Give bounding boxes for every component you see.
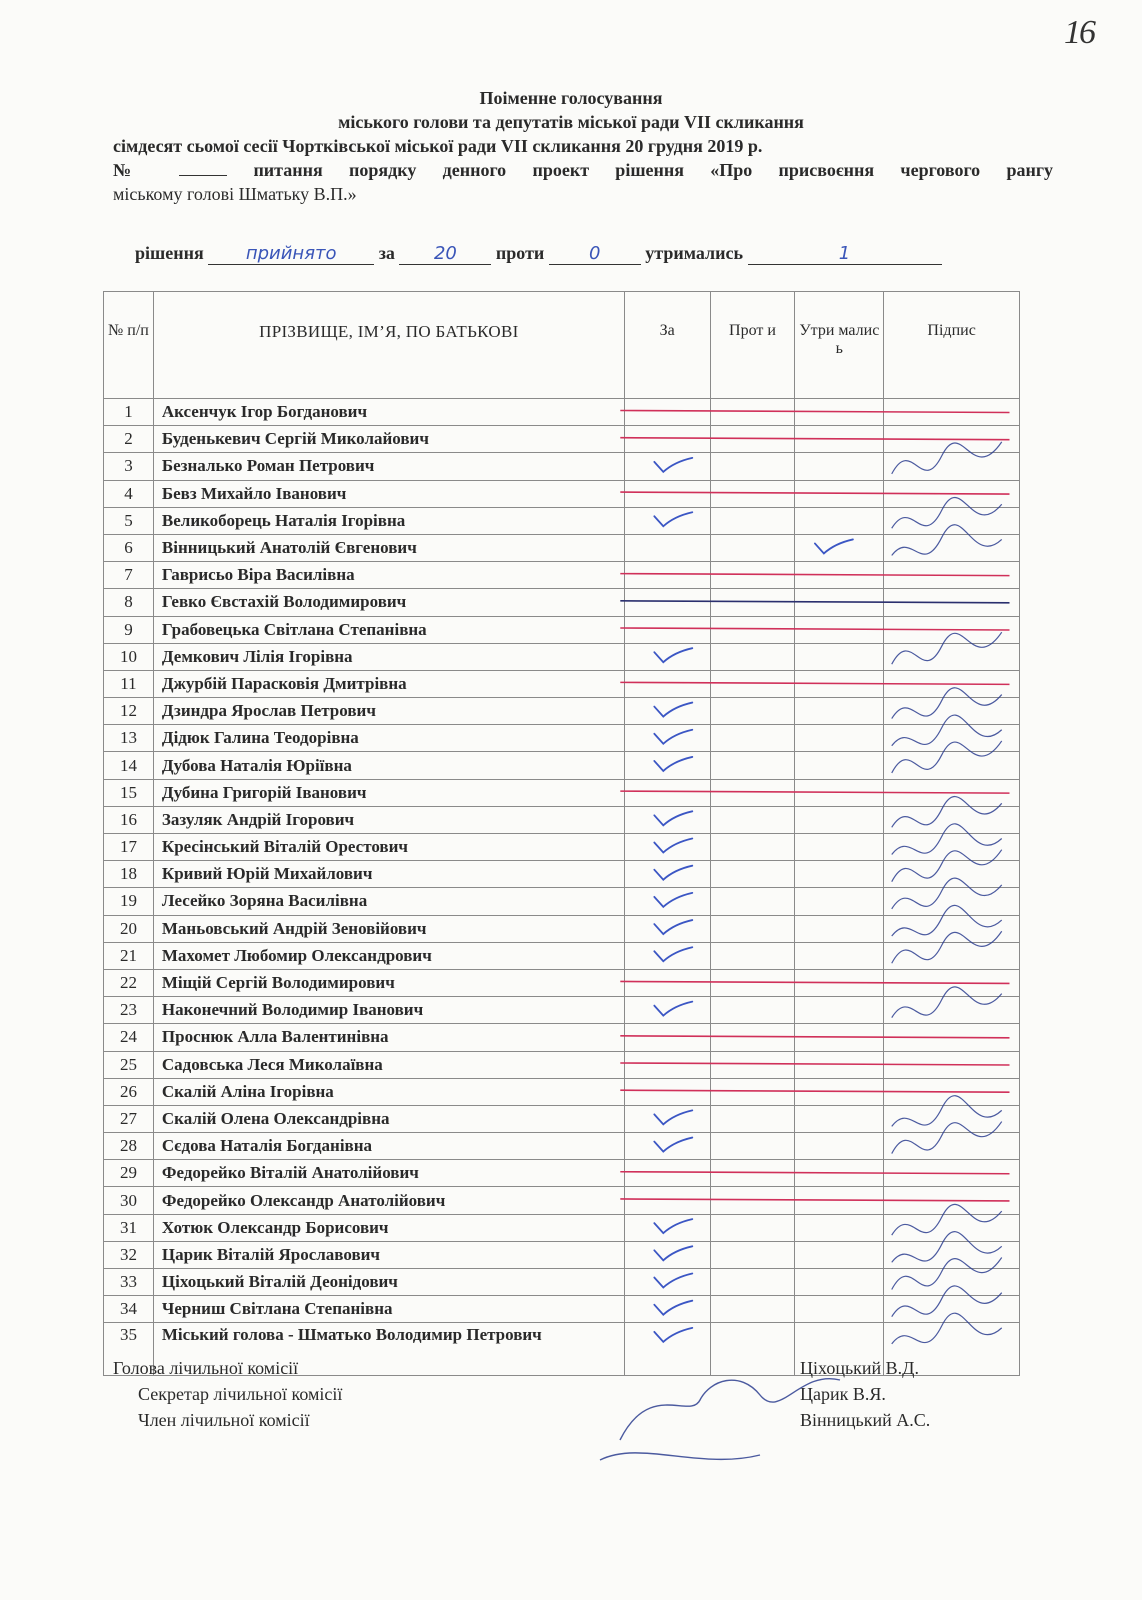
signature-cell	[884, 888, 1020, 915]
member-name: Федорейко Віталій Анатолійович	[153, 1160, 624, 1187]
vote-za-cell	[624, 1214, 710, 1241]
signature-cell	[884, 1078, 1020, 1105]
vote-proty-cell	[710, 616, 795, 643]
vote-za-cell	[624, 1296, 710, 1323]
member-name: Черниш Світлана Степанівна	[153, 1296, 624, 1323]
vote-proty-cell	[710, 997, 795, 1024]
signature-cell	[884, 997, 1020, 1024]
table-row	[104, 834, 1020, 861]
vote-utrym-cell	[795, 861, 884, 888]
vote-za-cell	[624, 1323, 710, 1376]
row-number: 1	[104, 399, 154, 426]
vote-za-cell	[624, 670, 710, 697]
row-number: 10	[104, 643, 154, 670]
table-row	[104, 861, 1020, 888]
vote-za-cell	[624, 643, 710, 670]
member-name: Кривий Юрій Михайлович	[153, 861, 624, 888]
member-name: Великоборець Наталія Ігорівна	[153, 507, 624, 534]
table-row	[104, 752, 1020, 779]
row-number: 15	[104, 779, 154, 806]
row-number: 21	[104, 942, 154, 969]
row-number: 32	[104, 1241, 154, 1268]
vote-utrym-cell	[795, 888, 884, 915]
row-number: 17	[104, 834, 154, 861]
row-number: 14	[104, 752, 154, 779]
vote-utrym-cell	[795, 534, 884, 561]
vote-proty-cell	[710, 942, 795, 969]
row-number: 9	[104, 616, 154, 643]
vote-za-cell	[624, 1160, 710, 1187]
vote-proty-cell	[710, 1105, 795, 1132]
table-row	[104, 426, 1020, 453]
vote-za-cell	[624, 1105, 710, 1132]
table-row	[104, 725, 1020, 752]
vote-proty-cell	[710, 752, 795, 779]
vote-utrym-cell	[795, 426, 884, 453]
member-name: Міський голова - Шматько Володимир Петрович	[153, 1323, 624, 1376]
table-row	[104, 1214, 1020, 1241]
table-row	[104, 1160, 1020, 1187]
vote-utrym-cell	[795, 779, 884, 806]
vote-utrym-cell	[795, 969, 884, 996]
table-row	[104, 698, 1020, 725]
signature-cell	[884, 1187, 1020, 1214]
vote-utrym-cell	[795, 997, 884, 1024]
vote-utrym-cell	[795, 480, 884, 507]
table-row	[104, 643, 1020, 670]
vote-proty-cell	[710, 1024, 795, 1051]
commission-head-name: Ціхоцький В.Д.	[800, 1358, 919, 1378]
signature-cell	[884, 969, 1020, 996]
vote-za-cell	[624, 480, 710, 507]
member-name: Царик Віталій Ярославович	[153, 1241, 624, 1268]
table-row	[104, 1051, 1020, 1078]
vote-proty-cell	[710, 399, 795, 426]
vote-za-cell	[624, 534, 710, 561]
row-number: 20	[104, 915, 154, 942]
table-row	[104, 562, 1020, 589]
table-header-row	[104, 292, 1020, 399]
za-label: за	[378, 243, 395, 263]
vote-za-cell	[624, 399, 710, 426]
table-row	[104, 1241, 1020, 1268]
agenda-line	[113, 160, 1053, 181]
signature-cell	[884, 1214, 1020, 1241]
vote-proty-cell	[710, 1323, 795, 1376]
table-row	[104, 1105, 1020, 1132]
table-row	[104, 399, 1020, 426]
vote-utrym-cell	[795, 670, 884, 697]
row-number: 8	[104, 589, 154, 616]
vote-proty-cell	[710, 1187, 795, 1214]
vote-za-cell	[624, 752, 710, 779]
signature-cell	[884, 1269, 1020, 1296]
vote-proty-cell	[710, 915, 795, 942]
vote-proty-cell	[710, 1133, 795, 1160]
commission-head-role: Голова лічильної комісії	[113, 1358, 299, 1378]
vote-utrym-cell	[795, 562, 884, 589]
vote-utrym-cell	[795, 752, 884, 779]
vote-proty-cell	[710, 1051, 795, 1078]
member-name: Дідюк Галина Теодорівна	[153, 725, 624, 752]
signature-cell	[884, 453, 1020, 480]
col-num: № п/п	[104, 292, 154, 399]
row-number: 23	[104, 997, 154, 1024]
vote-utrym-cell	[795, 725, 884, 752]
member-name: Садовська Леся Миколаївна	[153, 1051, 624, 1078]
member-name: Буденькевич Сергій Миколайович	[153, 426, 624, 453]
table-row	[104, 779, 1020, 806]
vote-proty-cell	[710, 589, 795, 616]
vote-proty-cell	[710, 1160, 795, 1187]
signature-cell	[884, 480, 1020, 507]
member-name: Зазуляк Андрій Ігорович	[153, 806, 624, 833]
commission-member-role: Член лічильної комісії	[138, 1410, 310, 1430]
vote-za-cell	[624, 616, 710, 643]
signature-cell	[884, 1241, 1020, 1268]
vote-utrym-cell	[795, 399, 884, 426]
table-row	[104, 942, 1020, 969]
proty-label: проти	[495, 243, 545, 263]
title: Поіменне голосування	[479, 88, 663, 108]
agenda-no-label: №	[113, 160, 153, 180]
table-row	[104, 507, 1020, 534]
row-number: 11	[104, 670, 154, 697]
row-number: 2	[104, 426, 154, 453]
member-name: Федорейко Олександр Анатолійович	[153, 1187, 624, 1214]
member-name: Лесейко Зоряна Василівна	[153, 888, 624, 915]
commission-secretary-role: Секретар лічильної комісії	[138, 1384, 343, 1404]
vote-utrym-cell	[795, 507, 884, 534]
signature-cell	[884, 1296, 1020, 1323]
page-number: 16	[1064, 14, 1094, 51]
row-number: 13	[104, 725, 154, 752]
row-number: 34	[104, 1296, 154, 1323]
vote-proty-cell	[710, 1296, 795, 1323]
table-row	[104, 806, 1020, 833]
vote-proty-cell	[710, 1214, 795, 1241]
vote-proty-cell	[710, 834, 795, 861]
vote-za-cell	[624, 779, 710, 806]
vote-utrym-cell	[795, 834, 884, 861]
signature-cell	[884, 534, 1020, 561]
vote-utrym-cell	[795, 1269, 884, 1296]
table-row	[104, 1269, 1020, 1296]
vote-za-cell	[624, 997, 710, 1024]
utrym-label: утримались	[645, 243, 743, 263]
row-number: 27	[104, 1105, 154, 1132]
vote-utrym-cell	[795, 806, 884, 833]
signature-cell	[884, 752, 1020, 779]
member-name: Сєдова Наталія Богданівна	[153, 1133, 624, 1160]
decision-label: рішення	[135, 243, 204, 263]
vote-za-cell	[624, 507, 710, 534]
vote-proty-cell	[710, 670, 795, 697]
vote-utrym-cell	[795, 1187, 884, 1214]
vote-za-cell	[624, 915, 710, 942]
vote-za-cell	[624, 1024, 710, 1051]
signature-cell	[884, 589, 1020, 616]
row-number: 16	[104, 806, 154, 833]
row-number: 22	[104, 969, 154, 996]
proty-value: 0	[549, 243, 641, 265]
signature-cell	[884, 426, 1020, 453]
signature-cell	[884, 670, 1020, 697]
signature-cell	[884, 616, 1020, 643]
za-value: 20	[399, 243, 491, 265]
member-name: Проснюк Алла Валентинівна	[153, 1024, 624, 1051]
row-number: 4	[104, 480, 154, 507]
member-name: Бевз Михайло Іванович	[153, 480, 624, 507]
vote-utrym-cell	[795, 1214, 884, 1241]
signature-cell	[884, 779, 1020, 806]
commission-secretary-name: Царик В.Я.	[800, 1384, 886, 1404]
vote-proty-cell	[710, 480, 795, 507]
decision-value: прийнято	[208, 243, 374, 265]
vote-za-cell	[624, 888, 710, 915]
table-row	[104, 453, 1020, 480]
signature-cell	[884, 643, 1020, 670]
vote-proty-cell	[710, 888, 795, 915]
row-number: 33	[104, 1269, 154, 1296]
vote-utrym-cell	[795, 915, 884, 942]
table-row	[104, 616, 1020, 643]
row-number: 25	[104, 1051, 154, 1078]
member-name: Дзиндра Ярослав Петрович	[153, 698, 624, 725]
signature-cell	[884, 399, 1020, 426]
table-row	[104, 1024, 1020, 1051]
vote-proty-cell	[710, 1078, 795, 1105]
vote-za-cell	[624, 1133, 710, 1160]
row-number: 26	[104, 1078, 154, 1105]
vote-proty-cell	[710, 562, 795, 589]
col-proty: Прот и	[710, 292, 795, 399]
member-name: Дубина Григорій Іванович	[153, 779, 624, 806]
signature-cell	[884, 1024, 1020, 1051]
row-number: 30	[104, 1187, 154, 1214]
signature-cell	[884, 915, 1020, 942]
vote-za-cell	[624, 969, 710, 996]
vote-za-cell	[624, 453, 710, 480]
col-signature: Підпис	[884, 292, 1020, 399]
member-name: Махомет Любомир Олександрович	[153, 942, 624, 969]
signature-cell	[884, 1133, 1020, 1160]
vote-utrym-cell	[795, 1105, 884, 1132]
member-name: Скалій Олена Олександрівна	[153, 1105, 624, 1132]
vote-utrym-cell	[795, 1078, 884, 1105]
row-number: 19	[104, 888, 154, 915]
session-line: сімдесят сьомої сесії Чортківської міської ради VII скликання 20 грудня 2019 р.	[113, 136, 763, 156]
vote-proty-cell	[710, 643, 795, 670]
vote-utrym-cell	[795, 942, 884, 969]
row-number: 7	[104, 562, 154, 589]
vote-za-cell	[624, 698, 710, 725]
table-row	[104, 915, 1020, 942]
vote-table	[103, 291, 1020, 1376]
member-name: Наконечний Володимир Іванович	[153, 997, 624, 1024]
vote-za-cell	[624, 834, 710, 861]
tally-line	[135, 243, 942, 265]
vote-za-cell	[624, 725, 710, 752]
vote-za-cell	[624, 562, 710, 589]
member-name: Міщій Сергій Володимирович	[153, 969, 624, 996]
vote-za-cell	[624, 426, 710, 453]
signature-cell	[884, 806, 1020, 833]
row-number: 28	[104, 1133, 154, 1160]
signature-cell	[884, 507, 1020, 534]
member-name: Хотюк Олександр Борисович	[153, 1214, 624, 1241]
member-name: Вінницький Анатолій Євгенович	[153, 534, 624, 561]
table-row	[104, 1187, 1020, 1214]
vote-za-cell	[624, 806, 710, 833]
vote-proty-cell	[710, 969, 795, 996]
table-row	[104, 969, 1020, 996]
col-name: ПРІЗВИЩЕ, ІМ’Я, ПО БАТЬКОВІ	[153, 292, 624, 399]
table-row	[104, 480, 1020, 507]
table-row	[104, 1296, 1020, 1323]
vote-proty-cell	[710, 861, 795, 888]
member-name: Ціхоцький Віталій Деонідович	[153, 1269, 624, 1296]
subtitle: міського голови та депутатів міської ради VII скликання	[338, 112, 804, 132]
table-row	[104, 534, 1020, 561]
vote-za-cell	[624, 1187, 710, 1214]
vote-proty-cell	[710, 698, 795, 725]
member-name: Грабовецька Світлана Степанівна	[153, 616, 624, 643]
vote-utrym-cell	[795, 1241, 884, 1268]
vote-proty-cell	[710, 1269, 795, 1296]
vote-proty-cell	[710, 534, 795, 561]
signature-cell	[884, 1051, 1020, 1078]
vote-za-cell	[624, 589, 710, 616]
row-number: 29	[104, 1160, 154, 1187]
vote-utrym-cell	[795, 1160, 884, 1187]
signature-cell	[884, 1160, 1020, 1187]
row-number: 3	[104, 453, 154, 480]
utrym-value: 1	[748, 243, 942, 265]
vote-utrym-cell	[795, 643, 884, 670]
signature-cell	[884, 942, 1020, 969]
vote-utrym-cell	[795, 589, 884, 616]
row-number: 6	[104, 534, 154, 561]
vote-proty-cell	[710, 806, 795, 833]
vote-utrym-cell	[795, 1024, 884, 1051]
vote-za-cell	[624, 1078, 710, 1105]
signature-cell	[884, 698, 1020, 725]
vote-proty-cell	[710, 426, 795, 453]
member-name: Кресінський Віталій Орестович	[153, 834, 624, 861]
vote-za-cell	[624, 1269, 710, 1296]
signature-cell	[884, 834, 1020, 861]
vote-proty-cell	[710, 1241, 795, 1268]
table-row	[104, 1133, 1020, 1160]
member-name: Гевко Євстахій Володимирович	[153, 589, 624, 616]
member-name: Гаврисьо Віра Василівна	[153, 562, 624, 589]
member-name: Дубова Наталія Юріївна	[153, 752, 624, 779]
vote-proty-cell	[710, 725, 795, 752]
member-name: Аксенчук Ігор Богданович	[153, 399, 624, 426]
agenda-no-blank	[179, 175, 227, 176]
member-name: Скалій Аліна Ігорівна	[153, 1078, 624, 1105]
vote-utrym-cell	[795, 453, 884, 480]
agenda-text-cont: міському голові Шматьку В.П.»	[113, 184, 357, 204]
member-name: Джурбій Парасковія Дмитрівна	[153, 670, 624, 697]
row-number: 35	[104, 1323, 154, 1376]
row-number: 18	[104, 861, 154, 888]
table-row	[104, 589, 1020, 616]
vote-za-cell	[624, 1051, 710, 1078]
vote-utrym-cell	[795, 698, 884, 725]
member-name: Маньовський Андрій Зеновійович	[153, 915, 624, 942]
col-za: За	[624, 292, 710, 399]
signature-cell	[884, 725, 1020, 752]
commission-member-name: Вінницький А.С.	[800, 1410, 931, 1430]
table-row	[104, 1078, 1020, 1105]
vote-utrym-cell	[795, 1133, 884, 1160]
vote-za-cell	[624, 861, 710, 888]
agenda-text: питання порядку денного проект рішення «Про присвоєння чергового рангу	[253, 160, 1054, 180]
vote-utrym-cell	[795, 616, 884, 643]
signature-cell	[884, 1105, 1020, 1132]
vote-proty-cell	[710, 453, 795, 480]
vote-za-cell	[624, 942, 710, 969]
row-number: 12	[104, 698, 154, 725]
vote-utrym-cell	[795, 1296, 884, 1323]
signature-cell	[884, 562, 1020, 589]
table-row	[104, 888, 1020, 915]
row-number: 31	[104, 1214, 154, 1241]
member-name: Безналько Роман Петрович	[153, 453, 624, 480]
vote-proty-cell	[710, 507, 795, 534]
signature-cell	[884, 861, 1020, 888]
vote-proty-cell	[710, 779, 795, 806]
vote-utrym-cell	[795, 1051, 884, 1078]
row-number: 24	[104, 1024, 154, 1051]
table-row	[104, 670, 1020, 697]
col-utrym: Утри малис ь	[795, 292, 884, 399]
vote-za-cell	[624, 1241, 710, 1268]
member-name: Демкович Лілія Ігорівна	[153, 643, 624, 670]
table-row	[104, 997, 1020, 1024]
row-number: 5	[104, 507, 154, 534]
